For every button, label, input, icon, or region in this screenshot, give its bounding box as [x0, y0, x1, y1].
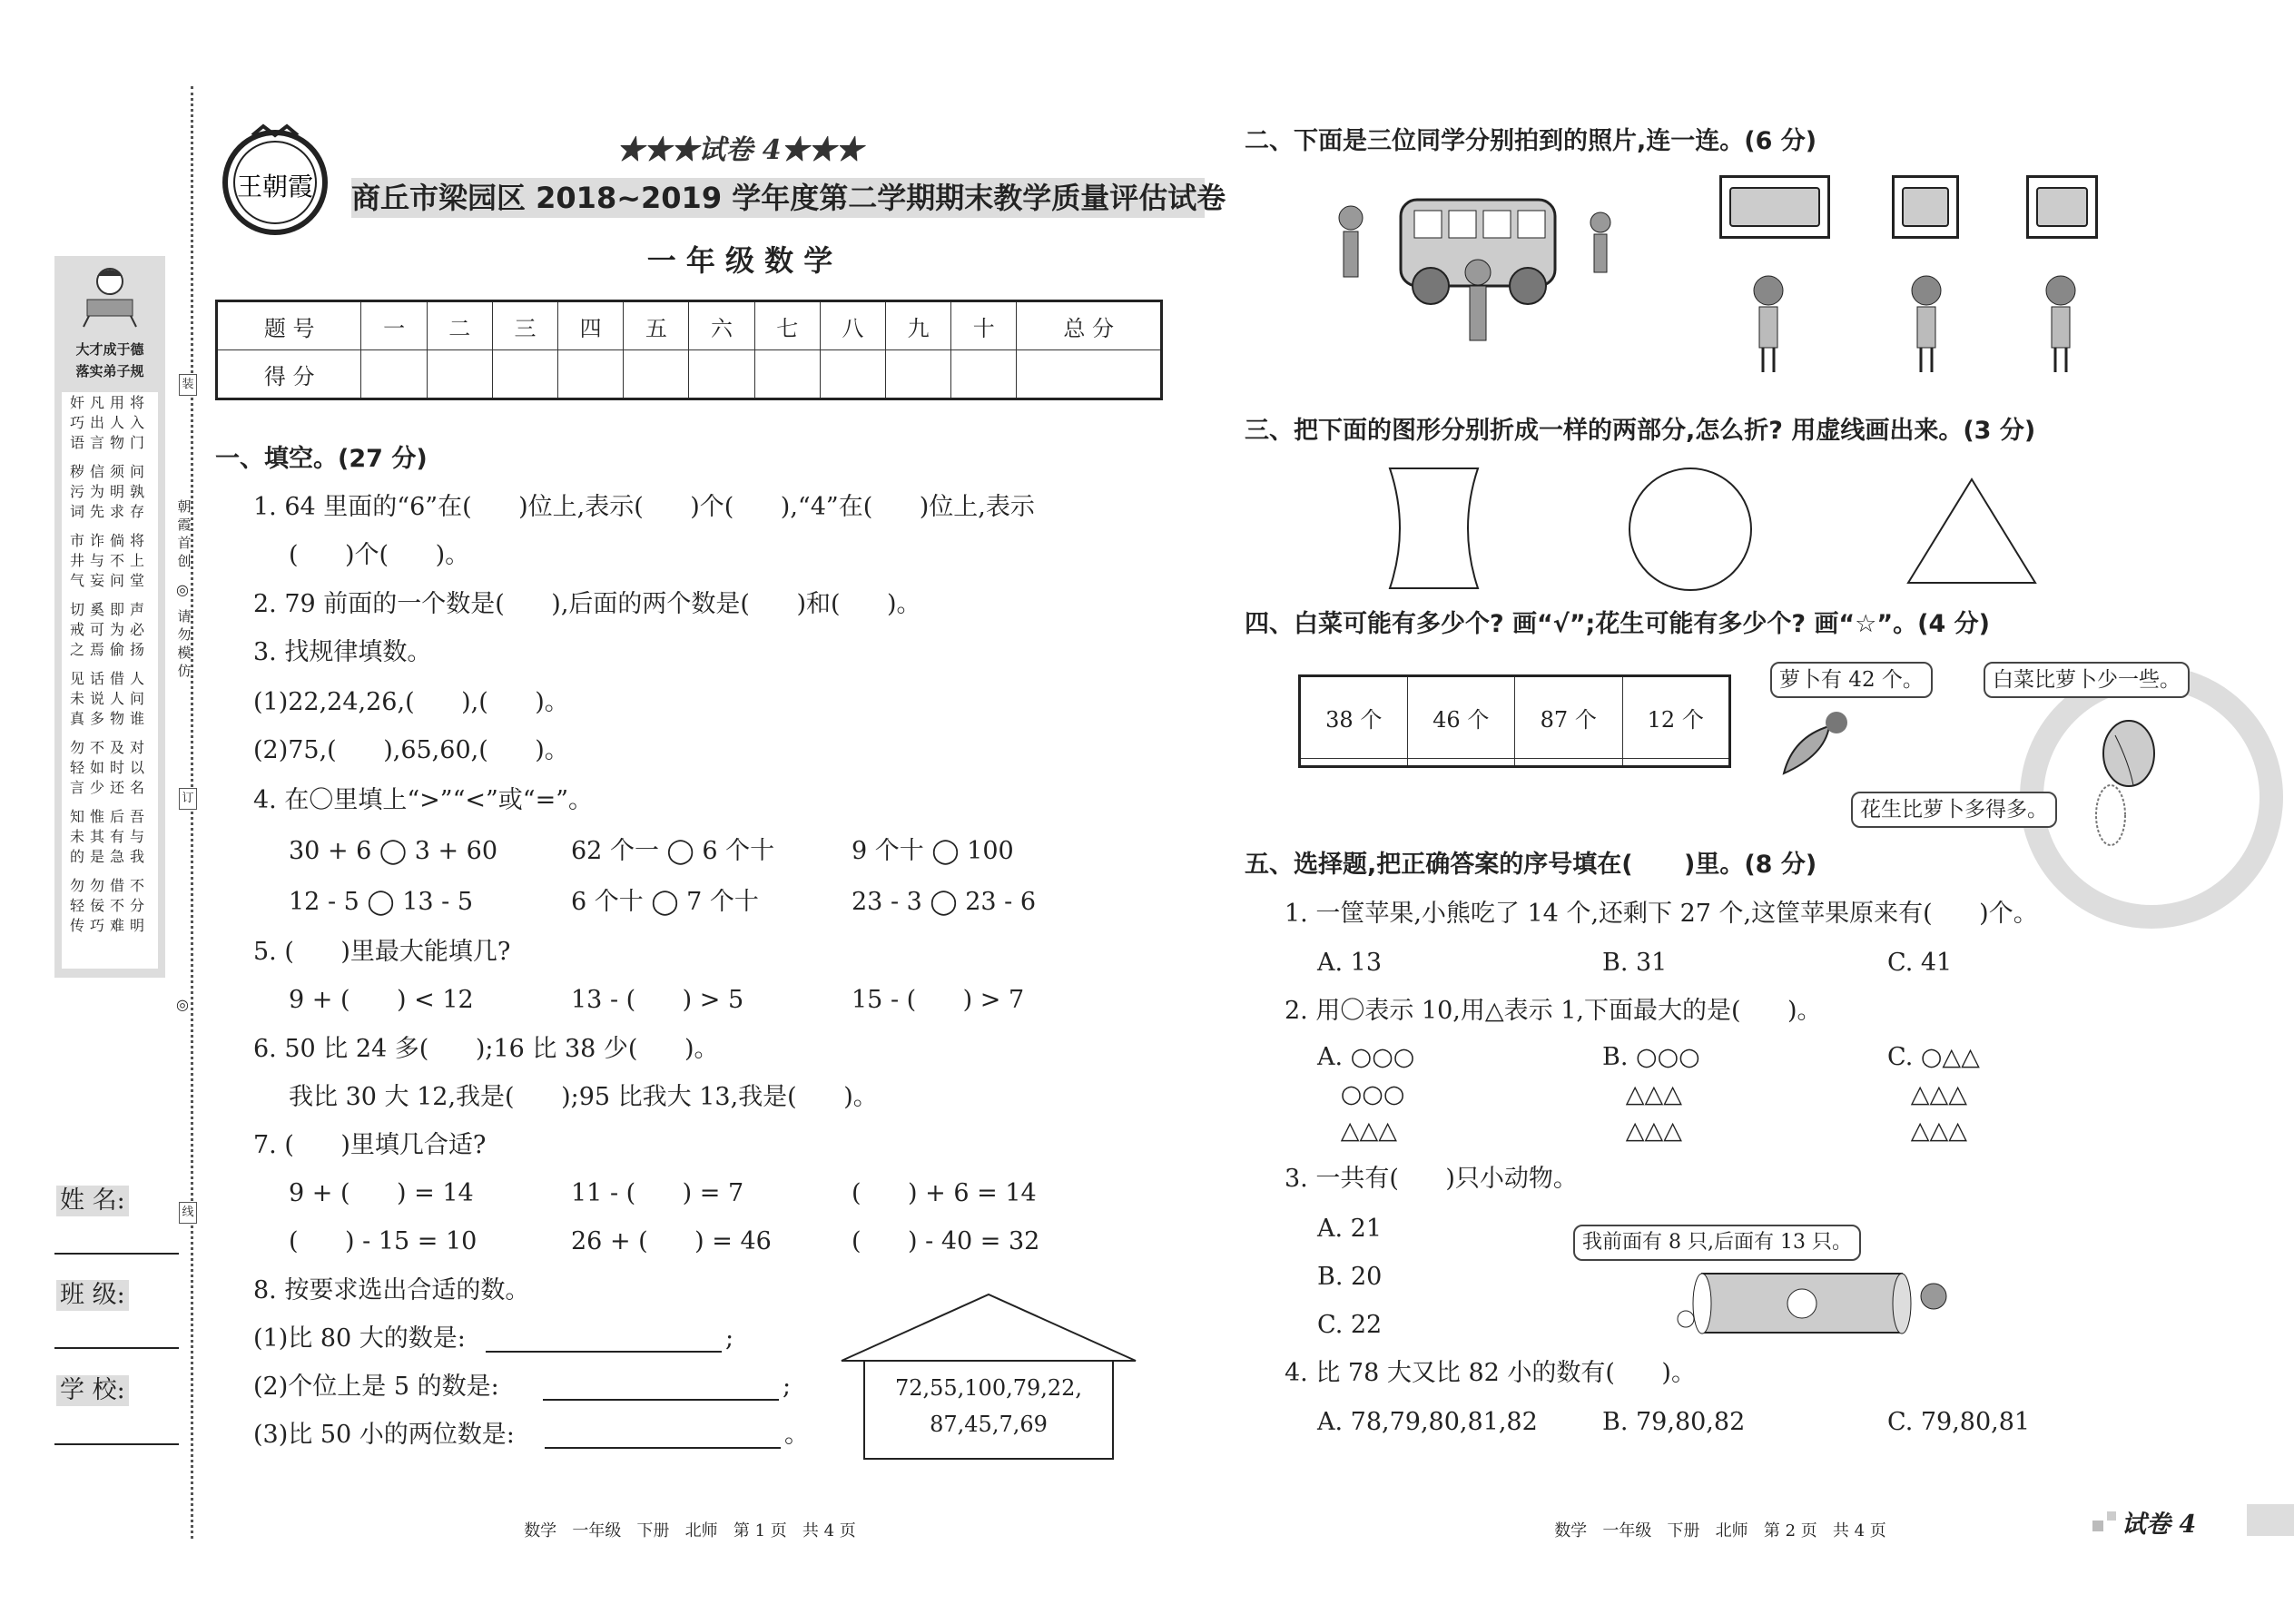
question-3-1: (1)22,24,26,( ),( )。	[253, 688, 569, 716]
score-header-cell: 四	[558, 301, 624, 350]
bus-scene-illustration	[1324, 182, 1628, 354]
answer-cell[interactable]	[1407, 758, 1515, 766]
choice-option-line: △△△	[1887, 1080, 1968, 1108]
photo-bus-front[interactable]	[1892, 175, 1959, 239]
poem-line: 轻如时以	[69, 759, 150, 776]
house-numbers: 87,45,7,69	[930, 1412, 1048, 1437]
score-table	[215, 300, 1163, 400]
score-header-cell: 十	[951, 301, 1017, 350]
sidebar-motto-panel	[54, 256, 165, 978]
score-cell[interactable]	[361, 350, 427, 399]
choice-option[interactable]: B. 20	[1317, 1263, 1383, 1291]
score-cell[interactable]	[885, 350, 950, 399]
circle-shape	[1627, 466, 1754, 593]
choice-option[interactable]: C. 41	[1887, 949, 1953, 977]
subject-title: 一 年 级 数 学	[646, 243, 833, 278]
exam-badge	[2092, 1504, 2294, 1539]
score-cell[interactable]	[492, 350, 557, 399]
score-header-cell: 七	[754, 301, 820, 350]
class-label: 班 级:	[56, 1280, 129, 1311]
poem-line: 污为明孰	[69, 483, 150, 500]
compare-item: 9 个十 ◯ 100	[852, 837, 1014, 865]
poem-line: 未说人问	[69, 690, 150, 707]
section-5-title: 五、选择题,把正确答案的序号填在( )里。(8 分)	[1245, 851, 1817, 879]
poem-line: 戒可为必	[69, 621, 150, 638]
q7-item: 9 + ( ) = 14	[289, 1179, 474, 1207]
score-header-cell: 题 号	[217, 301, 361, 350]
choice-option-line[interactable]: B. ○○○	[1602, 1043, 1700, 1071]
score-header-cell: 九	[885, 301, 950, 350]
q5-item: 9 + ( ) < 12	[289, 986, 474, 1014]
margin-note: 朝霞首创	[177, 498, 192, 569]
score-row-label: 得 分	[217, 350, 361, 399]
choice-option[interactable]: C. 22	[1317, 1311, 1383, 1339]
q8-answer-line[interactable]	[486, 1351, 722, 1353]
poem-line: 真多物谁	[69, 710, 150, 727]
q8-item: (1)比 80 大的数是:	[253, 1324, 466, 1353]
q7-item: ( ) - 15 = 10	[289, 1227, 478, 1255]
score-cell[interactable]	[558, 350, 624, 399]
kid-girl-right[interactable]	[1899, 272, 1954, 377]
svg-text:王朝霞: 王朝霞	[236, 172, 314, 202]
poem-line: 秽信须问	[69, 463, 150, 480]
q8-punct: ;	[725, 1324, 734, 1353]
compare-item: 62 个一 ◯ 6 个十	[571, 837, 775, 865]
choice-option-line: △△△	[1602, 1117, 1683, 1145]
kid-boy-back[interactable]	[2033, 272, 2088, 377]
poem-line: 言少还名	[69, 779, 150, 796]
score-header-cell: 五	[624, 301, 689, 350]
q8-item: (3)比 50 小的两位数是:	[253, 1421, 515, 1449]
badge-label: 试卷 4	[2122, 1511, 2197, 1539]
watermark-seal	[2020, 665, 2283, 929]
q8-answer-line[interactable]	[545, 1447, 781, 1449]
question-7: 7. ( )里填几合适?	[253, 1131, 487, 1159]
publisher-logo	[218, 123, 332, 237]
q7-item: 11 - ( ) = 7	[571, 1179, 744, 1207]
exam-number: ★★★试卷 4★★★	[616, 134, 863, 166]
q8-item: (2)个位上是 5 的数是:	[253, 1373, 499, 1401]
q7-item: 26 + ( ) = 46	[571, 1227, 772, 1255]
choice-question-1: 1. 一筐苹果,小熊吃了 14 个,还剩下 27 个,这筐苹果原来有( )个。	[1285, 900, 2038, 928]
speech-bubble-peanut: 花生比萝卜多得多。	[1851, 792, 2057, 828]
question-5: 5. ( )里最大能填几?	[253, 938, 511, 966]
score-cell[interactable]	[1017, 350, 1162, 399]
poem-line: 井与不上	[69, 552, 150, 569]
house-numbers: 72,55,100,79,22,	[894, 1375, 1083, 1401]
peanut-icon	[2088, 782, 2133, 848]
motto-line: 大才成于德	[75, 341, 144, 358]
section-2-title: 二、下面是三位同学分别拍到的照片,连一连。(6 分)	[1245, 127, 1817, 155]
speech-bubble-animal: 我前面有 8 只,后面有 13 只。	[1573, 1225, 1861, 1261]
question-3-2: (2)75,( ),65,60,( )。	[253, 736, 569, 764]
photo-bus-back[interactable]	[2026, 175, 2098, 239]
choice-option-line[interactable]: A. ○○○	[1317, 1043, 1415, 1071]
answer-cell[interactable]	[1622, 758, 1730, 766]
score-cell[interactable]	[754, 350, 820, 399]
poem-line: 语言物门	[69, 434, 150, 451]
question-1-line: 1. 64 里面的“6”在( )位上,表示( )个( ),“4”在( )位上,表示	[253, 493, 1035, 521]
question-6a: 6. 50 比 24 多( );16 比 38 少( )。	[253, 1035, 719, 1063]
kid-girl-left[interactable]	[1741, 272, 1796, 377]
q5-item: 15 - ( ) > 7	[852, 986, 1025, 1014]
question-6b: 我比 30 大 12,我是( );95 比我大 13,我是( )。	[289, 1083, 878, 1111]
footer-right: 数学 一年级 下册 北师 第 2 页 共 4 页	[1554, 1521, 1886, 1540]
score-header-cell: 一	[361, 301, 427, 350]
choice-option[interactable]: B. 31	[1602, 949, 1668, 977]
question-2: 2. 79 前面的一个数是( ),后面的两个数是( )和( )。	[253, 590, 921, 618]
score-header-cell: 八	[820, 301, 885, 350]
section-1-title: 一、填空。(27 分)	[215, 445, 428, 473]
swirl-icon: ◎	[176, 581, 189, 598]
poem-line: 切奚即声	[69, 601, 150, 618]
margin-mark-ding: 订	[179, 788, 197, 810]
speech-bubble-carrot: 萝卜有 42 个。	[1770, 662, 1933, 698]
poem-line: 未其有与	[69, 828, 150, 845]
score-header-cell: 二	[427, 301, 492, 350]
score-cell[interactable]	[951, 350, 1017, 399]
motto-line: 落实弟子规	[75, 363, 144, 379]
speech-bubble-cabbage: 白菜比萝卜少一些。	[1984, 662, 2190, 698]
choice-option[interactable]: A. 21	[1317, 1215, 1383, 1243]
scholar-illustration	[80, 263, 140, 329]
score-header-cell: 六	[689, 301, 754, 350]
question-3: 3. 找规律填数。	[253, 638, 432, 666]
exam-title: 商丘市梁园区 2018~2019 学年度第二学期期末教学质量评估试卷	[351, 178, 1205, 218]
school-input[interactable]	[54, 1443, 179, 1445]
poem-line: 轻佞不分	[69, 897, 150, 914]
score-cell[interactable]	[689, 350, 754, 399]
binding-line	[191, 86, 193, 1539]
name-label: 姓 名:	[56, 1186, 129, 1216]
poem-line: 气妄问堂	[69, 572, 150, 589]
triangle-shape	[1906, 477, 2037, 585]
choice-question-2: 2. 用〇表示 10,用△表示 1,下面最大的是( )。	[1285, 997, 1822, 1025]
q7-item: ( ) + 6 = 14	[852, 1179, 1037, 1207]
margin-mark-zhuang: 装	[179, 374, 197, 396]
cabbage-count-table	[1298, 674, 1731, 768]
option-cell: 46 个	[1407, 676, 1515, 759]
concave-shape	[1387, 467, 1482, 592]
question-4: 4. 在〇里填上“>”“<”或“=”。	[253, 786, 594, 814]
question-1-line: ( )个( )。	[289, 541, 470, 569]
compare-item: 6 个十 ◯ 7 个十	[571, 888, 759, 916]
swirl-icon: ◎	[176, 996, 189, 1013]
poem-line: 的是急我	[69, 848, 150, 865]
compare-item: 30 + 6 ◯ 3 + 60	[289, 837, 498, 865]
score-header-cell: 三	[492, 301, 557, 350]
dizigui-poem	[62, 392, 158, 969]
compare-item: 23 - 3 ◯ 23 - 6	[852, 888, 1037, 916]
choice-option[interactable]: B. 79,80,82	[1602, 1408, 1746, 1436]
choice-question-3: 3. 一共有( )只小动物。	[1285, 1165, 1578, 1193]
poem-line: 传巧难明	[69, 917, 150, 934]
class-input[interactable]	[54, 1347, 179, 1349]
choice-option-line: ○○○	[1317, 1080, 1405, 1108]
animals-tube-illustration	[1675, 1269, 1965, 1342]
choice-option-line: △△△	[1317, 1117, 1398, 1145]
q5-item: 13 - ( ) > 5	[571, 986, 744, 1014]
compare-item: 12 - 5 ◯ 13 - 5	[289, 888, 474, 916]
poem-line: 知惟后吾	[69, 808, 150, 825]
cabbage-icon	[2092, 708, 2170, 790]
poem-line: 见话借人	[69, 670, 150, 687]
footer-left: 数学 一年级 下册 北师 第 1 页 共 4 页	[524, 1521, 856, 1540]
option-cell: 87 个	[1515, 676, 1623, 759]
poem-line: 勿不及对	[69, 739, 150, 756]
poem-line: 奸凡用将	[69, 394, 150, 411]
photo-bus-side[interactable]	[1719, 175, 1830, 239]
choice-question-4: 4. 比 78 大又比 82 小的数有( )。	[1285, 1359, 1696, 1387]
margin-note: 请勿模仿	[177, 608, 192, 679]
section-4-title: 四、白菜可能有多少个? 画“√”;花生可能有多少个? 画“☆”。(4 分)	[1245, 610, 1990, 638]
section-3-title: 三、把下面的图形分别折成一样的两部分,怎么折? 用虚线画出来。(3 分)	[1245, 417, 2036, 445]
carrot-icon	[1775, 710, 1856, 778]
score-header-cell: 总 分	[1017, 301, 1162, 350]
q8-answer-line[interactable]	[543, 1399, 779, 1401]
option-cell: 38 个	[1300, 676, 1408, 759]
poem-line: 市诈倘将	[69, 532, 150, 549]
score-cell[interactable]	[427, 350, 492, 399]
question-8: 8. 按要求选出合适的数。	[253, 1276, 530, 1304]
q8-punct: 。	[784, 1421, 809, 1449]
poem-line: 巧出人入	[69, 414, 150, 431]
school-label: 学 校:	[56, 1375, 129, 1406]
poem-line: 之焉偷扬	[69, 641, 150, 658]
margin-mark-xian: 线	[179, 1202, 197, 1224]
poem-line: 勿勿借不	[69, 877, 150, 894]
choice-option[interactable]: C. 79,80,81	[1887, 1408, 2031, 1436]
score-cell[interactable]	[820, 350, 885, 399]
score-cell[interactable]	[624, 350, 689, 399]
choice-option-line: △△△	[1602, 1080, 1683, 1108]
choice-option[interactable]: A. 13	[1317, 949, 1383, 977]
q7-item: ( ) - 40 = 32	[852, 1227, 1040, 1255]
q8-punct: ;	[783, 1373, 792, 1401]
choice-option-line: △△△	[1887, 1117, 1968, 1145]
answer-cell[interactable]	[1515, 758, 1623, 766]
choice-option-line[interactable]: C. ○△△	[1887, 1043, 1980, 1071]
poem-line: 词先求存	[69, 503, 150, 520]
name-input[interactable]	[54, 1253, 179, 1255]
answer-cell[interactable]	[1300, 758, 1408, 766]
option-cell: 12 个	[1622, 676, 1730, 759]
choice-option[interactable]: A. 78,79,80,81,82	[1317, 1408, 1538, 1436]
